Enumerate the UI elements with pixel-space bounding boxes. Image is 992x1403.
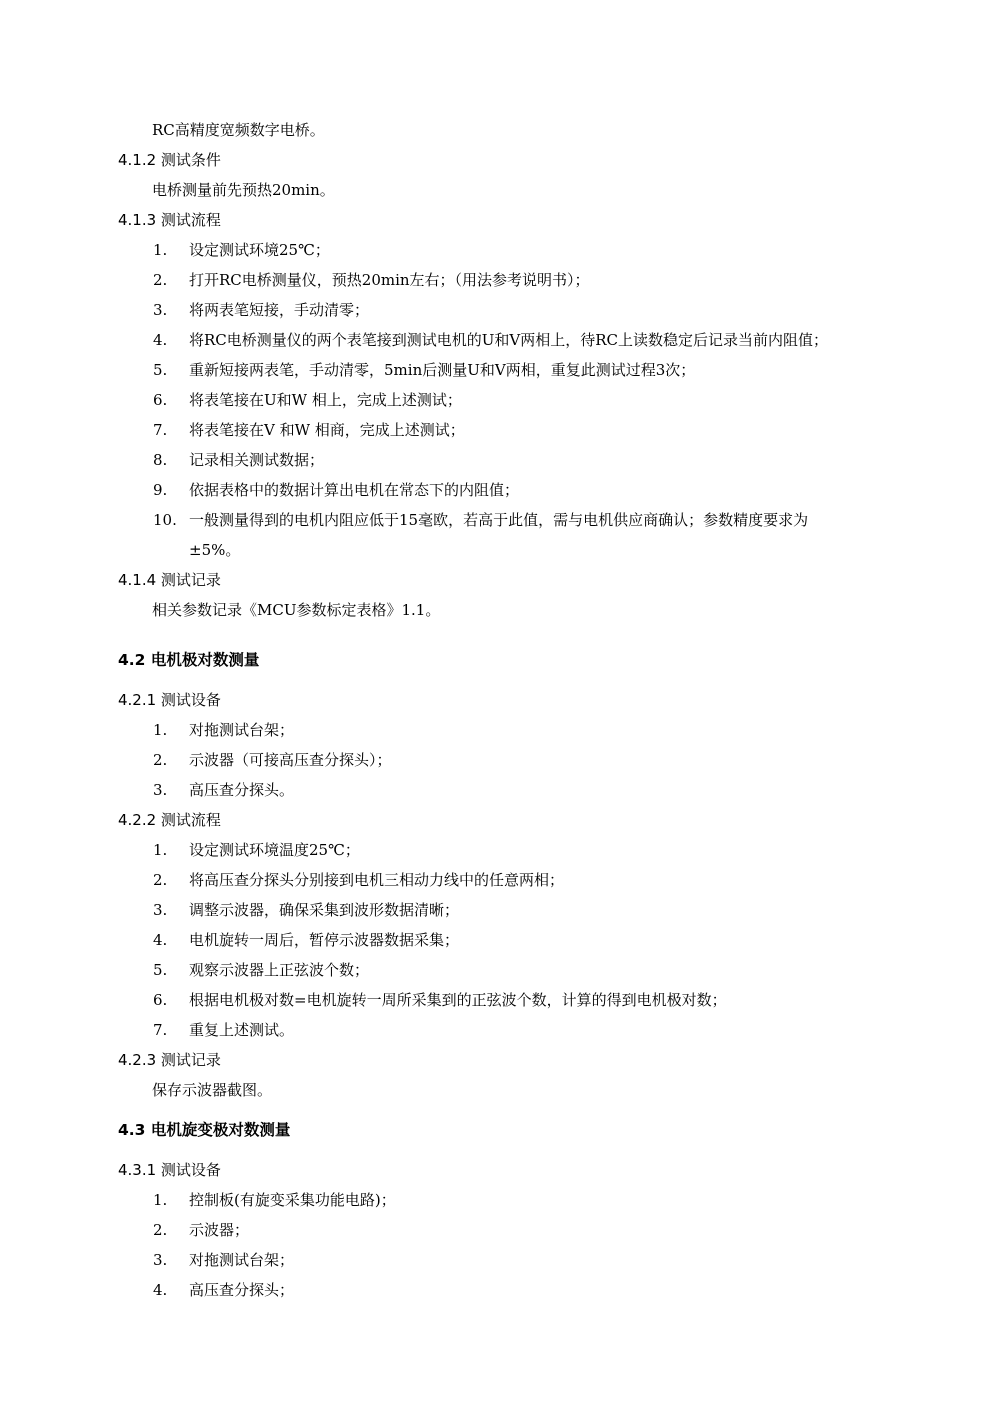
item-text: 依据表格中的数据计算出电机在常态下的内阻值； [189, 481, 520, 499]
item-text: 将表笔接在U和W 相上，完成上述测试； [189, 391, 462, 409]
item-number: 8. [153, 451, 168, 469]
paragraph-bridge-device: RC高精度宽频数字电桥。 [152, 121, 325, 139]
item-number: 2. [153, 1221, 168, 1239]
item-number: 3. [153, 781, 168, 799]
item-text: 根据电机极对数=电机旋转一周所采集到的正弦波个数，计算的得到电机极对数； [189, 991, 727, 1009]
item-number: 4. [153, 1281, 168, 1299]
item-number: 3. [153, 901, 168, 919]
item-text: 高压查分探头。 [189, 781, 295, 799]
heading-4-1-2: 4.1.2 测试条件 [118, 151, 221, 169]
item-text: 将两表笔短接，手动清零； [189, 301, 370, 319]
item-number: 10. [153, 511, 177, 529]
heading-4-2-3: 4.2.3 测试记录 [118, 1051, 221, 1069]
item-number: 5. [153, 361, 168, 379]
item-text: 将高压查分探头分别接到电机三相动力线中的任意两相； [189, 871, 565, 889]
item-text: 将RC电桥测量仪的两个表笔接到测试电机的U和V两相上，待RC上读数稳定后记录当前内阻值； [189, 331, 829, 349]
item-number: 7. [153, 1021, 168, 1039]
item-number: 1. [153, 241, 168, 259]
item-number: 2. [153, 271, 168, 289]
item-text: 设定测试环境温度25℃； [189, 841, 360, 859]
item-text-continuation: ±5%。 [189, 541, 241, 559]
item-text: 对拖测试台架； [189, 721, 295, 739]
item-number: 3. [153, 301, 168, 319]
item-text: 一般测量得到的电机内阻应低于15毫欧，若高于此值，需与电机供应商确认；参数精度要求为 [189, 511, 809, 529]
item-text: 对拖测试台架； [189, 1251, 295, 1269]
item-text: 观察示波器上正弦波个数； [189, 961, 370, 979]
item-text: 重新短接两表笔，手动清零，5min后测量U和V两相，重复此测试过程3次； [189, 361, 696, 379]
item-text: 示波器（可接高压查分探头）； [189, 751, 392, 769]
paragraph-test-record: 相关参数记录《MCU参数标定表格》1.1。 [152, 601, 441, 619]
heading-4-2-1: 4.2.1 测试设备 [118, 691, 221, 709]
item-number: 6. [153, 991, 168, 1009]
item-text: 高压查分探头； [189, 1281, 295, 1299]
item-number: 2. [153, 871, 168, 889]
item-text: 打开RC电桥测量仪，预热20min左右；（用法参考说明书）； [189, 271, 590, 289]
item-number: 6. [153, 391, 168, 409]
item-number: 5. [153, 961, 168, 979]
heading-4-1-3: 4.1.3 测试流程 [118, 211, 221, 229]
heading-4-3-1: 4.3.1 测试设备 [118, 1161, 221, 1179]
item-number: 1. [153, 1191, 168, 1209]
item-number: 7. [153, 421, 168, 439]
paragraph-save-screenshot: 保存示波器截图。 [152, 1081, 273, 1099]
item-text: 记录相关测试数据； [189, 451, 325, 469]
item-number: 4. [153, 931, 168, 949]
item-number: 9. [153, 481, 168, 499]
item-text: 设定测试环境25℃； [189, 241, 330, 259]
item-text: 调整示波器，确保采集到波形数据清晰； [189, 901, 460, 919]
item-number: 2. [153, 751, 168, 769]
item-number: 1. [153, 841, 168, 859]
item-number: 4. [153, 331, 168, 349]
heading-4-2-2: 4.2.2 测试流程 [118, 811, 221, 829]
item-text: 控制板(有旋变采集功能电路)； [189, 1191, 396, 1209]
heading-4-3: 4.3 电机旋变极对数测量 [118, 1121, 291, 1139]
heading-4-2: 4.2 电机极对数测量 [118, 651, 260, 669]
item-text: 示波器； [189, 1221, 250, 1239]
item-number: 1. [153, 721, 168, 739]
item-text: 重复上述测试。 [189, 1021, 295, 1039]
item-number: 3. [153, 1251, 168, 1269]
item-text: 电机旋转一周后，暂停示波器数据采集； [189, 931, 460, 949]
heading-4-1-4: 4.1.4 测试记录 [118, 571, 221, 589]
item-text: 将表笔接在V 和W 相商，完成上述测试； [189, 421, 465, 439]
paragraph-test-conditions: 电桥测量前先预热20min。 [152, 181, 335, 199]
